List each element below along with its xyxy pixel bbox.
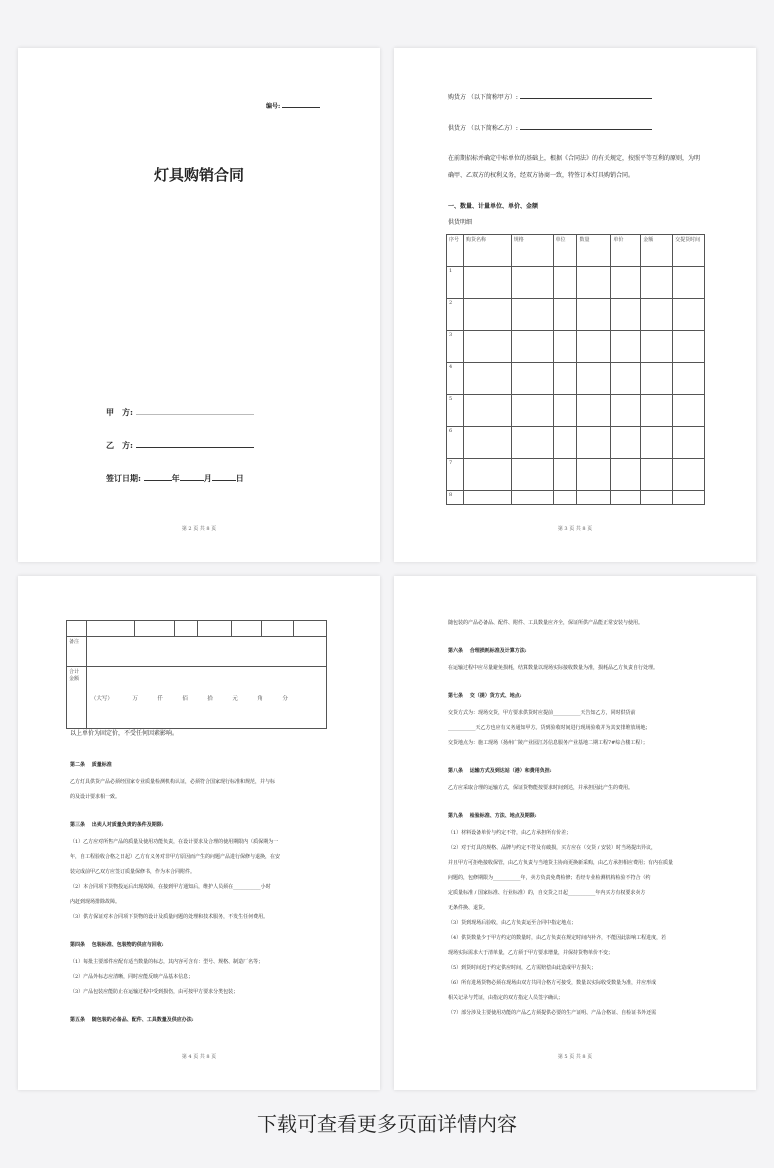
table-cell: [641, 395, 673, 427]
table-cell: [553, 395, 577, 427]
clause-text: 内赶到现场排除故障。: [70, 899, 121, 905]
table-cell: [673, 363, 705, 395]
section-1-heading: 一、数量、计量单位、单价、金额: [448, 203, 539, 210]
table-cell: [611, 299, 641, 331]
party-b-row: [106, 440, 254, 451]
table-cell: [553, 267, 577, 299]
header-cell: 单价: [611, 235, 641, 267]
row-number-cell: 8: [447, 491, 464, 505]
table-cell: [463, 459, 511, 491]
download-caption: 下载可查看更多页面详情内容: [257, 1112, 517, 1136]
table-cell: [611, 427, 641, 459]
remark-row: [67, 637, 327, 667]
clause-text: 并且甲方可拒绝接收保管，由乙方负责与当地货主协商更换新采购，由乙方承担相应费用；有内在质量: [448, 860, 674, 866]
table-row: [447, 331, 705, 363]
supply-table: [446, 234, 705, 505]
supplier-row: [448, 125, 652, 133]
clause-text: 定质量标准 / 国家标准、行业标准）的，自交货之日起___________年内买方有权要求卖方: [448, 890, 646, 896]
table-cell: [463, 299, 511, 331]
supply-detail-page: [394, 48, 756, 562]
amount-unit: 角: [257, 695, 263, 702]
table-header-row: [447, 235, 705, 267]
party-a-row: [106, 407, 254, 418]
table-cell: [641, 491, 673, 505]
clause-text: 问题的，包修期限为___________年，卖方负责免费检修；若经专业检测机构检验不符合（约: [448, 875, 651, 881]
page-footer: 第 3 页 共 8 页: [557, 526, 593, 532]
table-cell: [673, 491, 705, 505]
price-note: 以上单价为固定价，不受任何因素影响。: [70, 730, 179, 737]
contract-number: [266, 103, 320, 111]
table-cell: [463, 491, 511, 505]
table-cell: [511, 267, 553, 299]
supply-detail-label: 供货明细: [448, 219, 473, 226]
header-cell: 数量: [577, 235, 611, 267]
row-number-cell: 2: [447, 299, 464, 331]
table-cell: [673, 427, 705, 459]
clause-text: （2）本合同项下货物投运后出现故障，在接到甲方通知后，维护人员须在___________小时: [70, 884, 271, 890]
clause-text: （3）产品包装应能防止在运输过程中受到损伤，由可按甲方要求分类包装；: [70, 989, 239, 995]
table-cell: [641, 331, 673, 363]
table-row: [447, 459, 705, 491]
intro-line-1: 在前期招标并确定中标单位的基础上，根据《合同法》的有关规定，按照平等互利的原则，为明: [448, 155, 701, 162]
clause-text: 现场实际需求大于清单量，乙方须于甲方要求增量，并保持货物单价不变；: [448, 950, 614, 956]
clause-heading: 第七条 交（提）货方式、地点:: [448, 693, 522, 699]
party-a-line: [136, 414, 254, 415]
page-footer: 第 4 页 共 8 页: [181, 1054, 217, 1060]
table-cell: [641, 267, 673, 299]
clause-text: （1）材料设备单价与约定不符，由乙方承担所有价差；: [448, 830, 572, 836]
total-label: 合计金额: [67, 667, 87, 729]
clause-text: 乙方应采取合理的运输方式，保证货物能按要求时间到达，并承担因此产生的费用。: [448, 785, 634, 791]
clause-text: （7）部分涉及主要使用功能的产品乙方须提供必要的生产证明、产品合格证、自检证书外还需: [448, 1010, 657, 1016]
table-cell: [577, 267, 611, 299]
clause-heading: 第九条 检验标准、方法、地点及期限:: [448, 813, 537, 819]
table-cell: [641, 459, 673, 491]
table-cell: [673, 267, 705, 299]
row-number-cell: 3: [447, 331, 464, 363]
table-cell: [611, 491, 641, 505]
table-cell: [611, 363, 641, 395]
table-cell: [577, 491, 611, 505]
day-line: [212, 480, 236, 481]
clause-heading: 第四条 包装标准、包装物的供应与回收:: [70, 942, 164, 948]
clause-heading: 第五条 随包装的必备品、配件、工具数量及供应办法:: [70, 1017, 194, 1023]
table-cell: [511, 299, 553, 331]
amount-cell: [86, 667, 326, 729]
year-label: 年: [171, 473, 180, 483]
amount-unit: （大写）: [90, 695, 113, 702]
table-row: [447, 299, 705, 331]
table-cell: [463, 331, 511, 363]
table-cell: [673, 299, 705, 331]
clause-text: 随包装的产品必备品、配件、附件、工具数量应齐全，保证所供产品能正常安装与使用。: [448, 620, 644, 626]
table-cell: [463, 427, 511, 459]
table-cell: [641, 299, 673, 331]
sign-date-label: 签订日期:: [106, 473, 141, 483]
amount-unit: 万: [132, 695, 138, 702]
clause-text: （2）产品外标志应清晰，同时应能反映产品基本信息；: [70, 974, 194, 980]
clause-text: 交货地点为：施工现场（扬州广陵产业园江苏信息服务产业基地二期工程7#综合楼工程）；: [448, 740, 648, 746]
clause-text: （4）供货数量少于甲方约定的数量时，由乙方负责在规定时间内补齐，不能因此影响工程进度，若: [448, 935, 667, 941]
clause-text: 的及设计要求相一致。: [70, 794, 121, 800]
header-cell: 购货名称: [463, 235, 511, 267]
clause-text: （5）到货时间迟于约定供应时间，乙方需赔偿由此造成甲方损失；: [448, 965, 597, 971]
table-row: [67, 621, 327, 637]
intro-line-2: 确甲、乙双方的权利义务，经双方协商一致，特签订本灯具购销合同。: [448, 172, 635, 179]
clause-heading: 第六条 合理损耗标准及计算方法:: [448, 648, 527, 654]
table-cell: [463, 395, 511, 427]
table-cell: [553, 331, 577, 363]
clause-text: （3）供方保证对本合同项下货物的设计及质量问题的处理和技术服务，不发生任何费用。: [70, 914, 269, 920]
table-cell: [611, 267, 641, 299]
table-row: [447, 267, 705, 299]
sign-date-row: [106, 473, 244, 484]
table-cell: [511, 363, 553, 395]
table-cell: [511, 427, 553, 459]
clause-text: 无条件换、退货。: [448, 905, 489, 911]
table-cell: [673, 459, 705, 491]
clause-text: 交货方式为：现场交货，甲方要求供货时应提前___________天告知乙方，同时供货前: [448, 710, 636, 716]
year-line: [144, 480, 172, 481]
clause-text: 乙方灯具供货产品必须经国家专业质量检测机构认证，必须符合国家现行标准和规范，并与标: [70, 779, 276, 785]
table-cell: [577, 459, 611, 491]
clause-text: （2）对于灯具的规格、品牌与约定不符及有破损，买方应在（交货 / 安装）时当场提出异议，: [448, 845, 657, 851]
month-line: [180, 480, 204, 481]
clause-text: （1）乙方应对所售产品的质量及使用功能负责，在设计要求及合理的使用期限内（质保期为一: [70, 839, 279, 845]
buyer-label: 购货方 （以下简称甲方）:: [448, 94, 518, 101]
table-cell: [673, 331, 705, 363]
total-table: [66, 620, 327, 729]
clause-heading: 第二条 质量标准: [70, 762, 112, 768]
header-cell: 规格: [511, 235, 553, 267]
remark-label: 备注: [67, 637, 87, 667]
page-footer: 第 2 页 共 8 页: [181, 526, 217, 532]
amount-unit: 元: [232, 695, 238, 702]
row-number-cell: 4: [447, 363, 464, 395]
day-label: 日: [235, 473, 244, 483]
table-cell: [611, 331, 641, 363]
clause-text: ___________天乙方也应有义务通知甲方。货到验收时间进行现场验收并为其安排堆放场地；: [448, 725, 651, 731]
table-cell: [611, 395, 641, 427]
table-cell: [577, 395, 611, 427]
table-cell: [463, 267, 511, 299]
party-b-line: [136, 447, 254, 448]
table-cell: [553, 299, 577, 331]
table-cell: [553, 459, 577, 491]
table-row: [447, 491, 705, 505]
table-cell: [511, 491, 553, 505]
row-number-cell: 1: [447, 267, 464, 299]
amount-unit: 仟: [157, 695, 163, 702]
clause-text: （6）所有进场货物必须在现场由双方共同合格方可接受，数量以实际收受数量为准，并应形成: [448, 980, 657, 986]
party-a-label: 甲 方:: [106, 407, 133, 417]
month-label: 月: [203, 473, 212, 483]
clause-text: 年，自工程验收合格之日起）乙方有义务对非甲方原因而产生的问题产品进行保修与退换，在安: [70, 854, 281, 860]
header-cell: 金额: [641, 235, 673, 267]
table-cell: [577, 363, 611, 395]
table-cell: [463, 363, 511, 395]
total-row: [67, 667, 327, 729]
table-cell: [553, 363, 577, 395]
amount-in-words: [89, 694, 324, 702]
table-cell: [511, 395, 553, 427]
table-cell: [511, 459, 553, 491]
supplier-line: [520, 129, 652, 130]
row-number-cell: 7: [447, 459, 464, 491]
table-cell: [511, 331, 553, 363]
table-row: [447, 363, 705, 395]
row-number-cell: 6: [447, 427, 464, 459]
buyer-line: [520, 98, 652, 99]
terms-page-1: [18, 576, 380, 1090]
table-cell: [577, 331, 611, 363]
row-number-cell: 5: [447, 395, 464, 427]
header-cell: 序号: [447, 235, 464, 267]
table-row: [447, 427, 705, 459]
table-cell: [641, 363, 673, 395]
table-cell: [577, 427, 611, 459]
table-cell: [553, 491, 577, 505]
buyer-row: [448, 94, 652, 102]
amount-unit: 拾: [207, 695, 213, 702]
contract-number-line: [282, 107, 320, 108]
clause-text: 在运输过程中应尽量避免损耗，结算数量以现场实际接收数量为准，损耗品乙方负责自行处理。: [448, 665, 659, 671]
contract-cover-page: [18, 48, 380, 562]
amount-unit: 分: [282, 695, 288, 702]
clause-text: 装完成前甲乙双方应签订质量保修书，作为本合同附件。: [70, 869, 196, 875]
clause-heading: 第八条 运输方式及到达站（港）和费用负担:: [448, 768, 552, 774]
supplier-label: 供货方 （以下简称乙方）:: [448, 125, 518, 132]
table-cell: [611, 459, 641, 491]
table-cell: [577, 299, 611, 331]
contract-title: 灯具购销合同: [153, 166, 244, 184]
terms-page-2: [394, 576, 756, 1090]
header-cell: 交提货时间: [673, 235, 705, 267]
table-cell: [641, 427, 673, 459]
page-footer: 第 5 页 共 8 页: [557, 1054, 593, 1060]
header-cell: 单位: [553, 235, 577, 267]
clause-text: （3）货到现场后验收，由乙方负责运至合同中指定地点；: [448, 920, 577, 926]
clause-text: （1）每批主要部件应配有适当数量的标志，其内容可含有：型号、规格、制造厂名等；: [70, 959, 264, 965]
table-row: [447, 395, 705, 427]
party-b-label: 乙 方:: [106, 440, 133, 450]
amount-unit: 佰: [182, 695, 188, 702]
table-cell: [673, 395, 705, 427]
clause-text: 相关记录与凭证，由指定的双方指定人员签字确认；: [448, 995, 564, 1001]
contract-number-label: 编号:: [266, 103, 281, 110]
table-cell: [553, 427, 577, 459]
clause-heading: 第三条 出卖人对质量负责的条件及期限:: [70, 822, 164, 828]
